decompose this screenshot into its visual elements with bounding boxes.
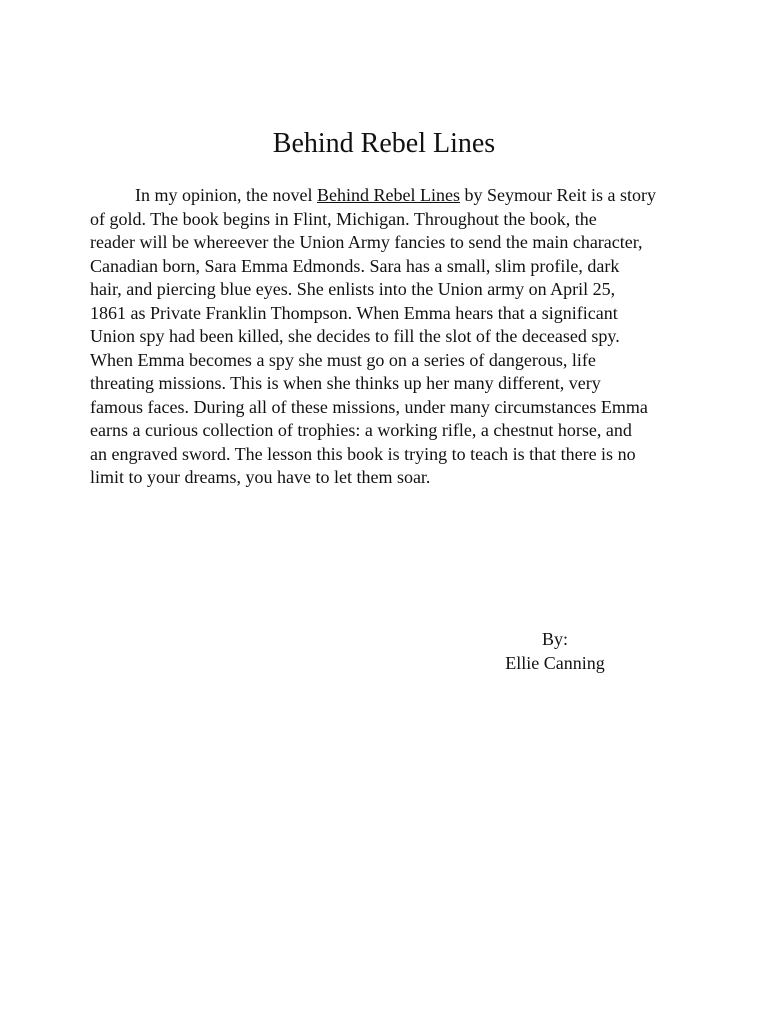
paragraph-line: hair, and piercing blue eyes. She enlists into the Union army on April 25, (90, 279, 616, 299)
paragraph-line: an engraved sword. The lesson this book is trying to teach is that there is no (90, 443, 636, 464)
byline-label: By: (541, 629, 568, 649)
paragraph-line: When Emma becomes a spy she must go on a series of dangerous, life (90, 349, 596, 370)
paragraph-line: Union spy had been killed, she decides to fill the slot of the deceased spy. (90, 326, 620, 346)
paragraph-line (90, 184, 690, 208)
paragraph-line: of gold. The book begins in Flint, Michigan. Throughout the book, the (90, 208, 597, 229)
paragraph-line: 1861 as Private Franklin Thompson. When Emma hears that a significant (90, 302, 618, 323)
paragraph-line: threating missions. This is when she thinks up her many different, very (90, 373, 601, 393)
paragraph-line: limit to your dreams, you have to let them soar. (90, 467, 431, 487)
document-title: Behind Rebel Lines (272, 128, 496, 159)
essay-paragraph (90, 184, 690, 490)
paragraph-line: Canadian born, Sara Emma Edmonds. Sara has a small, slim profile, dark (90, 255, 620, 276)
text-segment: In my opinion, the novel (135, 185, 317, 205)
paragraph-line: famous faces. During all of these missions, under many circumstances Emma (90, 396, 648, 417)
paragraph-line: earns a curious collection of trophies: a working rifle, a chestnut horse, and (90, 420, 632, 440)
text-segment: by Seymour Reit is a story (459, 185, 656, 205)
byline (490, 627, 620, 675)
author-name: Ellie Canning (505, 653, 605, 673)
book-title-underlined: Behind Rebel Lines (316, 185, 460, 205)
paragraph-line: reader will be whereever the Union Army fancies to send the main character, (90, 232, 643, 252)
